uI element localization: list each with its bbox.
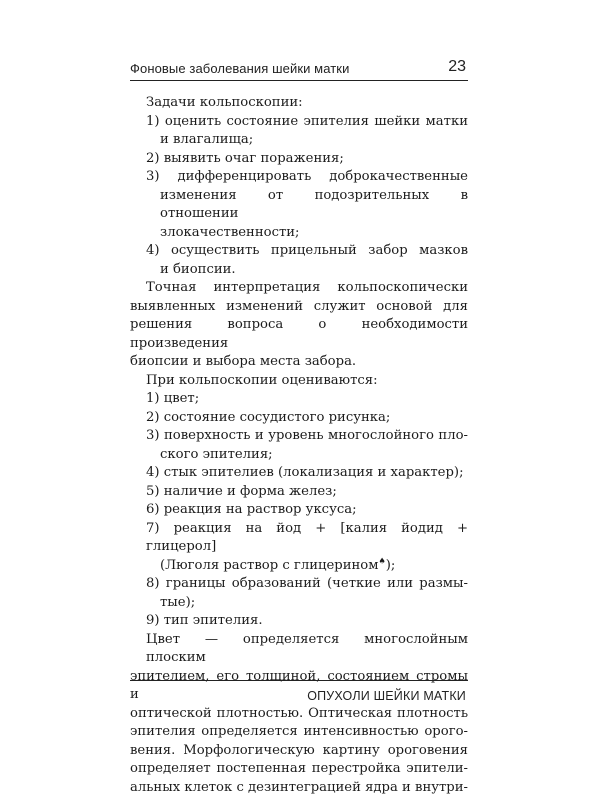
text-line: 7) реакция на йод + [калия йодид + глицерол] xyxy=(130,520,468,557)
text-line: 2) выявить очаг поражения; xyxy=(130,150,468,169)
page-number: 23 xyxy=(448,58,466,76)
running-footer xyxy=(130,680,468,711)
text-line: 8) границы образований (четкие или размы- xyxy=(130,575,468,594)
text-line: альных клеток с дезинтеграцией ядра и внутри- xyxy=(130,779,468,797)
text-line: и влагалища; xyxy=(130,131,468,150)
text-line: оптической плотностью. Оптическая плотность xyxy=(130,705,468,724)
text-line: решения вопроса о необходимости произведения xyxy=(130,316,468,353)
text-line: вения. Морфологическую картину ороговения xyxy=(130,742,468,761)
text-line: При кольпоскопии оцениваются: xyxy=(130,372,468,391)
text-line: эпителием, его толщиной, состоянием стромы и xyxy=(130,668,468,705)
text-line: Цвет — определяется многослойным плоским xyxy=(130,631,468,668)
text-line: 4) осуществить прицельный забор мазков xyxy=(130,242,468,261)
text-line: 1) цвет; xyxy=(130,390,468,409)
text-line: 3) дифференцировать доброкачественные xyxy=(130,168,468,187)
text-line: 6) реакция на раствор уксуса; xyxy=(130,501,468,520)
text-line: эпителия определяется интенсивностью орого- xyxy=(130,723,468,742)
footer-title: ОПУХОЛИ ШЕЙКИ МАТКИ xyxy=(307,689,466,703)
text-line: Задачи кольпоскопии: xyxy=(130,94,468,113)
text-line: и биопсии. xyxy=(130,261,468,280)
text-line: злокачественности; xyxy=(130,224,468,243)
running-title: Фоновые заболевания шейки матки xyxy=(130,61,349,76)
text-line: биопсии и выбора места забора. xyxy=(130,353,468,372)
text-line: Точная интерпретация кольпоскопически xyxy=(130,279,468,298)
text-line-part: ); xyxy=(386,558,396,573)
text-line: 3) поверхность и уровень многослойного пло- xyxy=(130,427,468,446)
text-line: изменения от подозрительных в отношении xyxy=(130,187,468,224)
text-line-part: (Люголя раствор с глицерином xyxy=(160,558,379,573)
spade-mark-icon: ♠ xyxy=(379,556,386,565)
text-line: ского эпителия; xyxy=(130,446,468,465)
text-line: 9) тип эпителия. xyxy=(130,612,468,631)
text-line: выявленных изменений служит основой для xyxy=(130,298,468,317)
text-line xyxy=(130,557,468,576)
text-line: 1) оценить состояние эпителия шейки матки xyxy=(130,113,468,132)
text-line: определяет постепенная перестройка эпители- xyxy=(130,760,468,779)
text-line: тые); xyxy=(130,594,468,613)
text-line: 2) состояние сосудистого рисунка; xyxy=(130,409,468,428)
text-line: 5) наличие и форма желез; xyxy=(130,483,468,502)
running-header xyxy=(130,58,468,81)
text-line: 4) стык эпителиев (локализация и характер); xyxy=(130,464,468,483)
